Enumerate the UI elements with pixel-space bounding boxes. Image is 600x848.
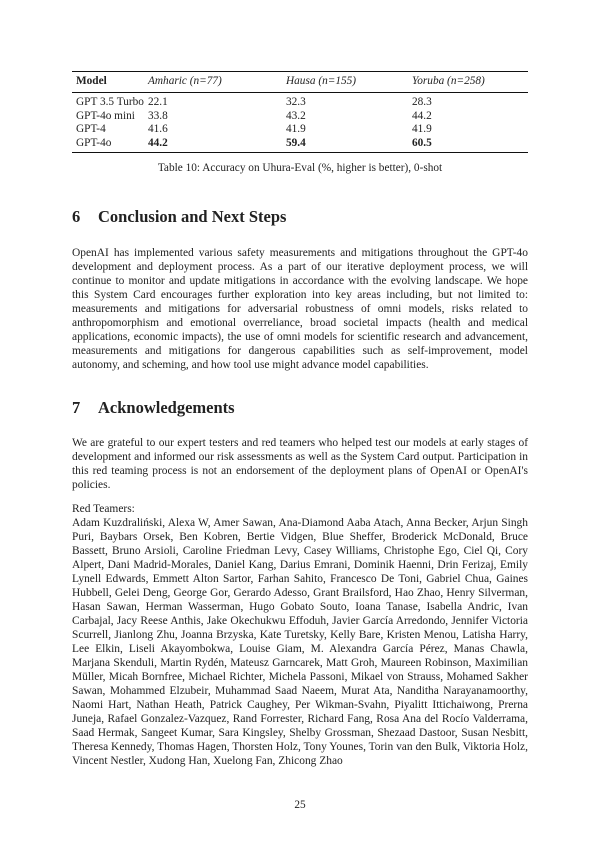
section-6-heading: [72, 207, 286, 227]
section-title: Conclusion and Next Steps: [98, 207, 287, 226]
table-header-rule: [72, 92, 528, 93]
table-row: [72, 95, 528, 109]
red-teamers-label: Red Teamers:: [72, 503, 135, 515]
red-teamers-list: Adam Kuzdraliński, Alexa W, Amer Sawan, Ana-Diamond Aaba Atach, Anna Becker, Arjun Singh Puri, Baybars Orsek, Ben Kobren, Bertie Vidgen, Blue Sheffer, Broderick McDonald, Bruce Bassett, Bruno Arsioli, Caroline Friedman Levy, Casey Williams, Christophe Ego, Ciel Qi, Cory Alpert, Dani Madrid-Morales, Daniel Kang, Darius Emrani, Dominik Haenni, Drin Ferizaj, Emily Lynell Edwards, Emmett Alton Sartor, Farhan Sahito, Francesco De Toni, Gabriel Chua, Gaines Hubbell, Gelei Deng, George Gor, Gerardo Adesso, Grant Brailsford, Hao Zhao, Henry Silverman, Hasan Sawan, Herman Wasserman, Hugo Gobato Souto, Ioana Tanase, Isabella Andric, Ivan Carbajal, Jacy Reese Anthis, Jake Okechukwu Effoduh, Javier García Arredondo, Jennifer Victoria Scurrell, Jianlong Zhu, Joanna Brzyska, Kate Turetsky, Kelly Bare, Kristen Menou, Latisha Harry, Lee Elkin, Liseli Akayombokwa, Louise Giam, M. Alexandra García Pérez, Manas Chawla, Marjana Skenduli, Martin Rydén, Mateusz Garncarek, Matt Groh, Maureen Robinson, Maximilian Müller, Micah Bornfree, Michael Richter, Michela Passoni, Mikael von Strauss, Mohamed Sakher Sawan, Mohammed Elzubeir, Muhammad Saad Naeem, Murat Ata, Nanditha Narayanamoorthy, Naomi Hart, Nathan Heath, Patrick Caughey, Per Wikman-Svahn, Piyalitt Ittichaiwong, Prerna Juneja, Rafael Gonzalez-Vazquez, Rand Forrester, Richard Fang, Rosa Ana del Rocío Valderrama, Saad Hermak, Sangeet Kumar, Sara Kingsley, Shelby Grossman, Shezaad Dastoor, Susan Nesbitt, Theresa Kennedy, Thomas Hagen, Thorsten Holz, Tony Younes, Torin van den Bulk, Viktoria Holz, Vincent Nestler, Xudong Han, Xuelong Fan, Zhicong Zhao: [72, 517, 528, 767]
section-number: 7: [72, 398, 81, 417]
cell-hausa: 43.2: [286, 109, 306, 122]
cell-hausa: 59.4: [286, 136, 306, 149]
section-number: 6: [72, 207, 81, 226]
table-row: [72, 136, 528, 150]
header-yoruba: Yoruba (n=258): [412, 75, 485, 87]
cell-model: GPT-4: [76, 123, 106, 135]
section-7-heading: [72, 398, 235, 418]
header-model: Model: [76, 75, 107, 87]
cell-yoruba: 60.5: [412, 136, 432, 149]
cell-yoruba: 44.2: [412, 109, 432, 122]
header-amharic: Amharic (n=77): [148, 75, 222, 87]
table-caption: Table 10: Accuracy on Uhura-Eval (%, higher is better), 0-shot: [157, 162, 443, 174]
page-number: 25: [294, 799, 306, 811]
table-top-rule: [72, 71, 528, 72]
results-table: [72, 71, 528, 155]
cell-hausa: 41.9: [286, 123, 306, 135]
cell-model: GPT 3.5 Turbo: [76, 96, 144, 108]
cell-model: GPT-4o: [76, 136, 112, 149]
cell-amharic: 41.6: [148, 123, 168, 135]
cell-model: GPT-4o mini: [76, 109, 135, 122]
cell-amharic: 33.8: [148, 109, 168, 122]
cell-yoruba: 28.3: [412, 96, 432, 108]
table-header-row: [72, 74, 528, 88]
table-row: [72, 122, 528, 136]
cell-amharic: 44.2: [148, 136, 168, 149]
acknowledgements-body: We are grateful to our expert testers and red teamers who helped test our models at early stages of development and informed our risk assessments as well as the System Card output. Participation in this red teaming process is not an endorsement of the deployment plans of OpenAI or OpenAI's policies.: [72, 437, 528, 491]
table-bottom-rule: [72, 152, 528, 153]
header-hausa: Hausa (n=155): [286, 75, 357, 87]
section-6-body: OpenAI has implemented various safety measurements and mitigations throughout the GPT-4o development and deployment process. As a part of our iterative deployment process, we will continue to monitor and update mitigations in accordance with the evolving landscape. We hope this System Card encourages further exploration into key areas including, but not limited to: measurements and mitigations for adversarial robustness of omni models, risks related to anthropomorphism and emotional overreliance, broad societal impacts (health and medical applications, economic impacts), the use of omni models for scientific research and advancement, measurements and mitigations for dangerous capabilities such as self-improvement, model autonomy, and scheming, and how tool use might advance model capabilities.: [72, 247, 528, 371]
cell-amharic: 22.1: [148, 96, 168, 108]
section-title: Acknowledgements: [98, 398, 235, 417]
cell-yoruba: 41.9: [412, 123, 432, 135]
cell-hausa: 32.3: [286, 96, 306, 108]
table-row: [72, 109, 528, 123]
